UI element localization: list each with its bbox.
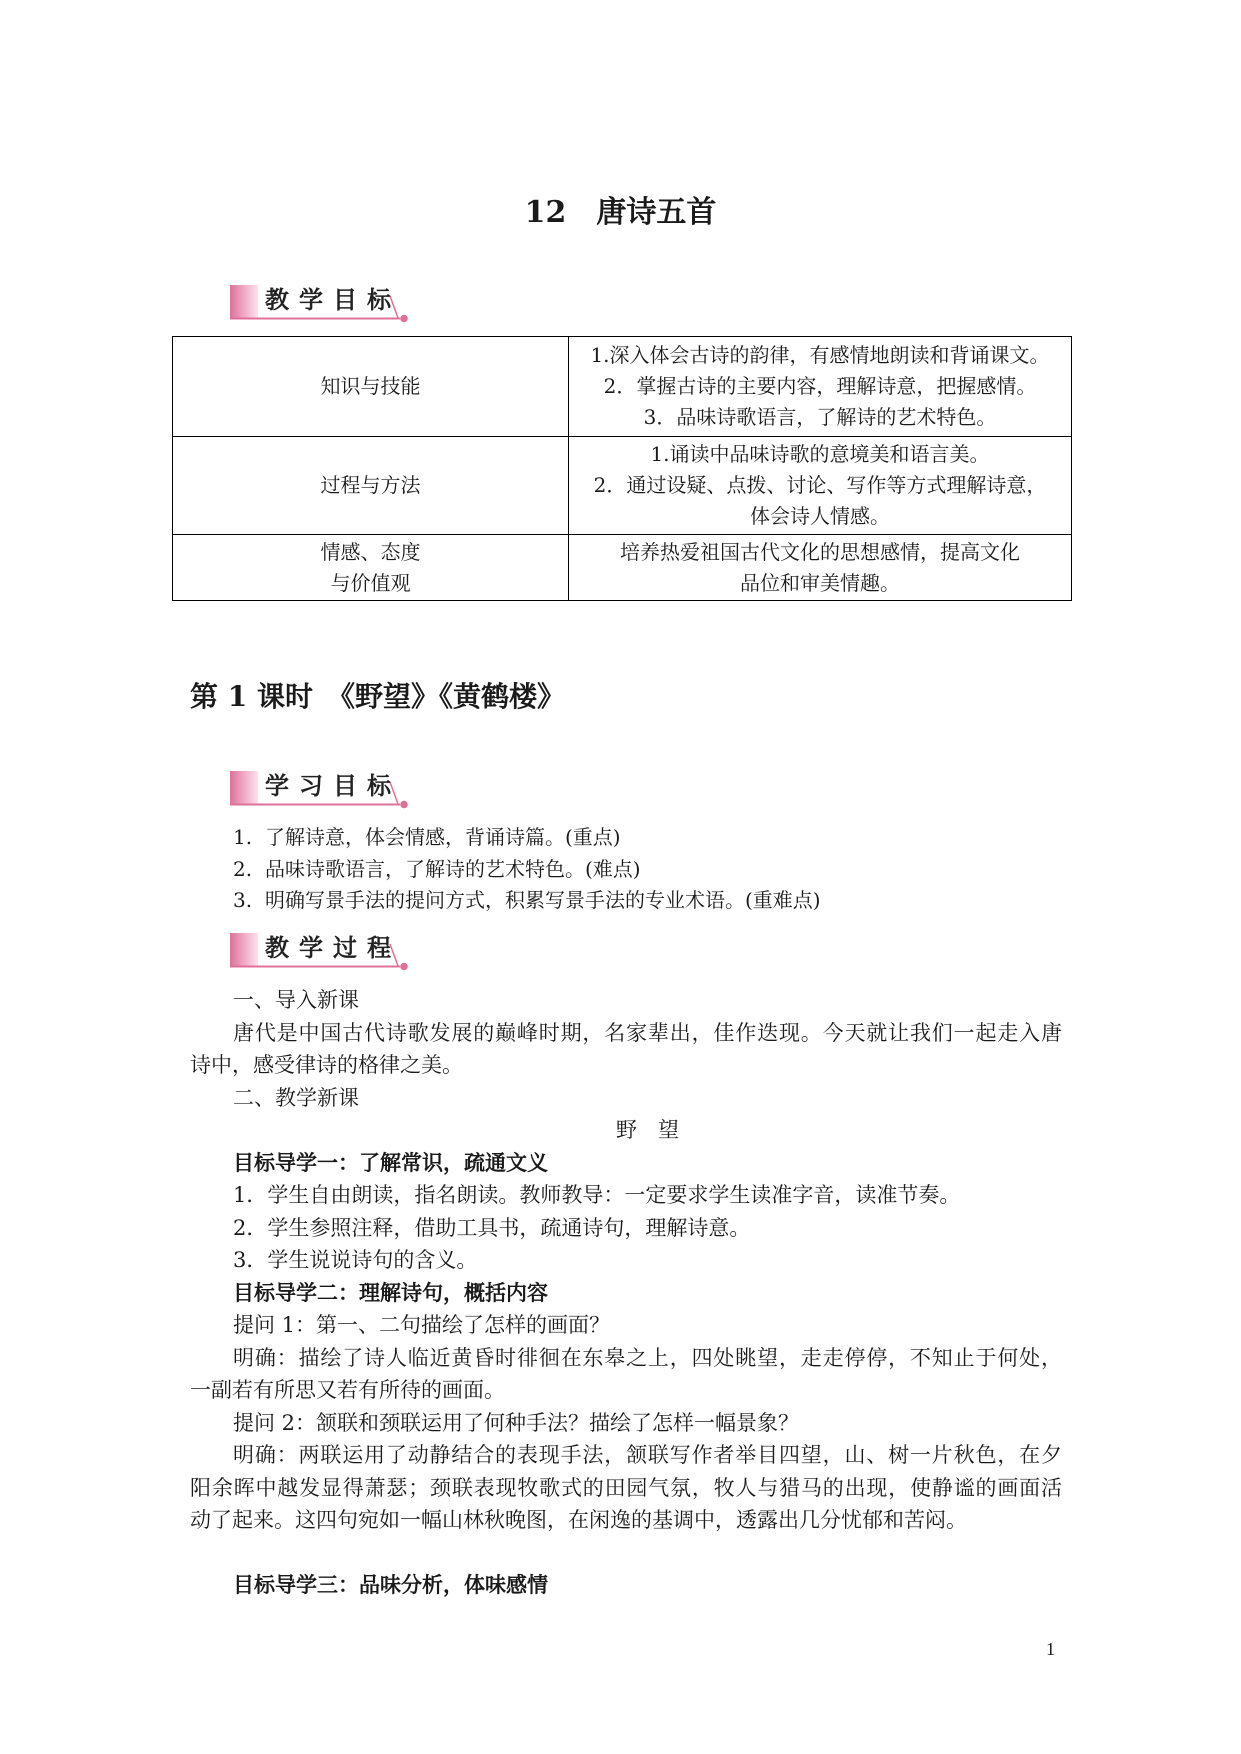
page-number: 1 (1046, 1639, 1055, 1659)
learning-goals-list (233, 822, 1063, 917)
list-item-text: 了解诗意，体会情感，背诵诗篇。(重点) (265, 825, 621, 849)
poem-title: 野 望 (616, 1118, 679, 1142)
category-label: 过程与方法 (320, 473, 421, 497)
goal-line: 3．品味诗歌语言，了解诗的艺术特色。 (643, 405, 997, 429)
goal-line: 1.深入体会古诗的韵律，有感情地朗读和背诵课文。 (590, 343, 1050, 367)
list-item (233, 822, 1063, 854)
table-row (173, 337, 1072, 437)
goals-category-cell (173, 535, 569, 601)
list-item-text: 明确写景手法的提问方式，积累写景手法的专业术语。(重难点) (265, 888, 821, 912)
list-item (233, 885, 1063, 917)
list-item: 1．学生自由朗读，指名朗读。教师教导：一定要求学生读准字音，读准节奏。 (233, 1183, 961, 1207)
category-label: 知识与技能 (320, 374, 421, 398)
goal-line: 培养热爱祖国古代文化的思想感情，提高文化 (620, 539, 1020, 564)
banner-label: 学习目标 (265, 772, 401, 800)
list-item-number: 3. (233, 888, 253, 912)
answer-line: 明确：描绘了诗人临近黄昏时徘徊在东皋之上，四处眺望，走走停停，不知止于何处， (233, 1345, 1062, 1370)
section-heading: 一、导入新课 (233, 988, 359, 1012)
page-title: 12 唐诗五首 (524, 195, 717, 230)
list-item: 2．学生参照注释，借助工具书，疏通诗句，理解诗意。 (233, 1215, 751, 1240)
list-item (233, 854, 1063, 886)
category-label: 与价值观 (330, 570, 411, 595)
teaching-goals-table (172, 336, 1072, 601)
goals-category-cell (173, 437, 569, 535)
learning-goals-banner (230, 766, 420, 810)
table-row (173, 535, 1072, 601)
goals-content-cell (569, 437, 1072, 535)
answer-line: 明确：两联运用了动静结合的表现手法，颔联写作者举目四望，山、树一片秋色，在夕 (233, 1443, 1062, 1467)
answer-line: 一副若有所思又若有所待的画面。 (190, 1378, 505, 1402)
blank-line (190, 1537, 1062, 1570)
guide-heading: 目标导学二：理解诗句，概括内容 (233, 1280, 548, 1305)
list-item-number: 2. (233, 856, 253, 881)
paragraph-line: 唐代是中国古代诗歌发展的巅峰时期，名家辈出，佳作迭现。今天就让我们一起走入唐 (233, 1020, 1062, 1045)
goal-line: 体会诗人情感。 (750, 504, 890, 528)
guide-heading: 目标导学三：品味分析，体味感情 (233, 1573, 548, 1597)
answer-line: 动了起来。这四句宛如一幅山林秋晚图，在闲逸的基调中，透露出几分忧郁和苦闷。 (190, 1508, 967, 1532)
list-item-text: 品味诗歌语言，了解诗的艺术特色。(难点) (265, 856, 641, 881)
category-label: 情感、态度 (320, 539, 421, 564)
teaching-process-body (190, 984, 1062, 1602)
list-item-number: 1. (233, 825, 253, 849)
answer-line: 阳余晖中越发显得萧瑟；颈联表现牧歌式的田园气氛，牧人与猎马的出现，使静谧的画面活 (190, 1475, 1062, 1500)
guide-heading: 目标导学一：了解常识，疏通文义 (233, 1150, 548, 1175)
lesson-heading: 第 1 课时 《野望》《黄鹤楼》 (190, 680, 565, 713)
goal-line: 1.诵读中品味诗歌的意境美和语言美。 (650, 442, 990, 466)
teaching-process-banner (230, 928, 420, 972)
banner-label: 教学目标 (265, 286, 401, 314)
goals-content-cell (569, 535, 1072, 601)
goals-category-cell (173, 337, 569, 437)
question-line: 提问 2：颔联和颈联运用了何种手法？描绘了怎样一幅景象？ (233, 1410, 800, 1435)
goals-content-cell (569, 337, 1072, 437)
goal-line: 品位和审美情趣。 (740, 570, 900, 595)
goal-line: 2．通过设疑、点拨、讨论、写作等方式理解诗意， (593, 473, 1047, 497)
list-item: 3．学生说说诗句的含义。 (233, 1248, 478, 1272)
section-heading: 二、教学新课 (233, 1085, 359, 1110)
banner-label: 教学过程 (265, 934, 401, 962)
goal-line: 2．掌握古诗的主要内容，理解诗意，把握感情。 (603, 374, 1037, 398)
question-line: 提问 1：第一、二句描绘了怎样的画面？ (233, 1313, 611, 1337)
paragraph-line: 诗中，感受律诗的格律之美。 (190, 1053, 463, 1077)
table-row (173, 437, 1072, 535)
teaching-goals-banner (230, 280, 420, 324)
